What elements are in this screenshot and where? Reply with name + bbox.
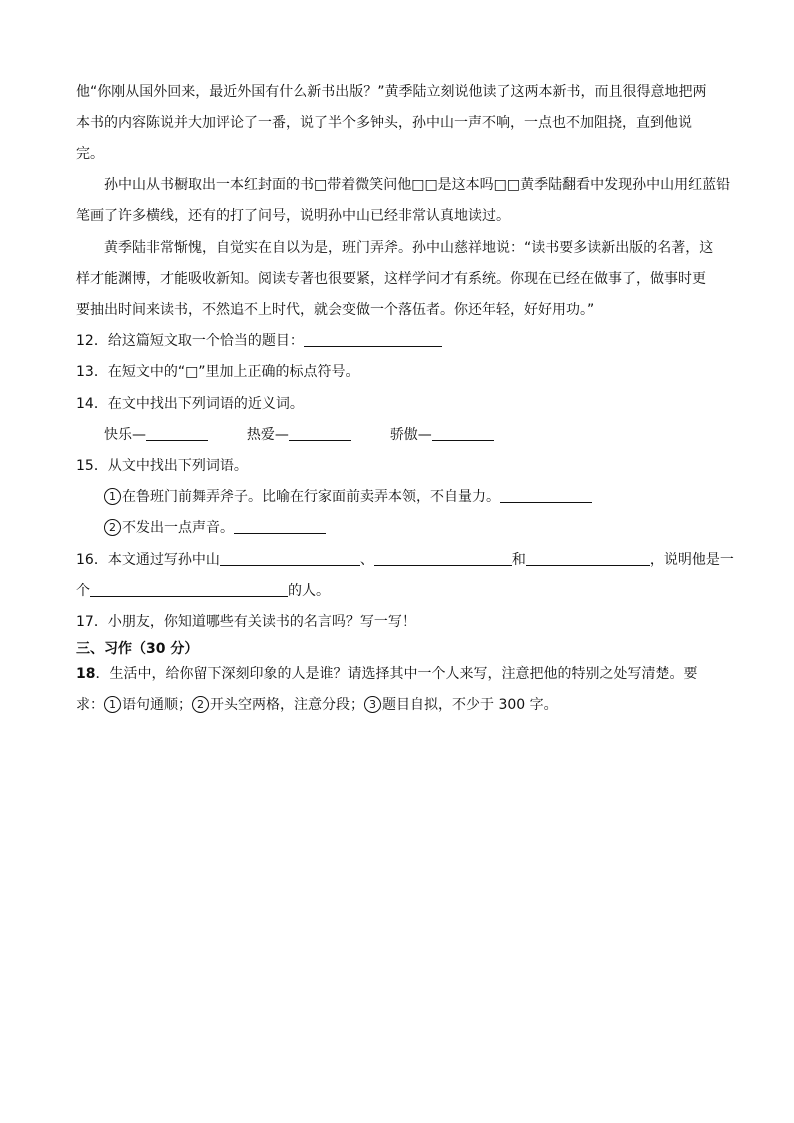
question-12 — [76, 331, 756, 351]
question-18-number: 18 — [76, 666, 96, 682]
synonym-item-1-label: 快乐— — [104, 427, 146, 443]
passage-p1-line1: 他“你刚从国外回来，最近外国有什么新书出版？”黄季陆立刻说他读了这两本新书，而且很得意地把两 — [76, 84, 707, 100]
question-16-separator-2: 和 — [511, 552, 526, 568]
passage-p3-line2: 样才能渊博，才能吸收新知。阅读专著也很要紧，这样学问才有系统。你现在已经在做事了，做事时更 — [76, 271, 706, 287]
question-18-line2 — [76, 695, 756, 715]
question-15-answer-blank-2[interactable] — [234, 519, 326, 534]
question-13: 13．在短文中的“□”里加上正确的标点符号。 — [76, 364, 360, 380]
question-17: 17．小朋友，你知道哪些有关读书的名言吗？写一写！ — [76, 614, 416, 630]
circled-number-2-icon: 2 — [104, 519, 121, 536]
passage-p3-line1: 黄季陆非常惭愧，自觉实在自以为是，班门弄斧。孙中山慈祥地说：“读书要多读新出版的名著，这 — [104, 240, 714, 256]
question-16-line2 — [76, 581, 756, 601]
question-14-items — [104, 425, 784, 445]
question-16-blank-3[interactable] — [526, 551, 650, 566]
question-15-item-1 — [104, 487, 784, 507]
question-18-line1 — [76, 664, 756, 684]
question-15-answer-blank-1[interactable] — [500, 488, 592, 503]
question-18-text: ．生活中，给你留下深刻印象的人是谁？请选择其中一个人来写，注意把他的特别之处写清楚。要 — [95, 666, 698, 682]
passage-p3-line3: 要抽出时间来读书，不然追不上时代，就会变做一个落伍者。你还年轻，好好用功。” — [76, 302, 595, 318]
question-16-suffix: ，说明他是一 — [649, 552, 734, 568]
section-3-heading: 三、习作（30 分） — [76, 641, 199, 657]
passage-p1-line3: 完。 — [76, 146, 104, 162]
circled-number-2-icon: 2 — [192, 696, 209, 713]
question-15-item-2-text: 不发出一点声音。 — [122, 520, 234, 536]
requirements-label: 求： — [76, 697, 104, 713]
circled-number-3-icon: 3 — [364, 696, 381, 713]
question-16-blank-2[interactable] — [374, 551, 512, 566]
circled-number-1-icon: 1 — [104, 696, 121, 713]
question-14: 14．在文中找出下列词语的近义词。 — [76, 396, 304, 412]
question-16-blank-1[interactable] — [220, 551, 360, 566]
question-15: 15．从文中找出下列词语。 — [76, 458, 248, 474]
passage-p1-line2: 本书的内容陈说并大加评论了一番，说了半个多钟头，孙中山一声不响，一点也不加阻挠，直到他说 — [76, 115, 692, 131]
question-16-blank-4[interactable] — [90, 582, 288, 597]
title-answer-blank[interactable] — [304, 332, 442, 347]
question-16-line2-prefix: 个 — [76, 583, 90, 599]
synonym-item-3-label: 骄傲— — [389, 427, 432, 443]
question-16-line2-suffix: 的人。 — [288, 583, 330, 599]
passage-p2-line1: 孙中山从书橱取出一本红封面的书□带着微笑问他□□是这本吗□□黄季陆翻看中发现孙中山用红蓝铅 — [104, 177, 731, 193]
question-16-line1 — [76, 550, 756, 570]
passage-p2-line2: 笔画了许多横线，还有的打了问号，说明孙中山已经非常认真地读过。 — [76, 208, 510, 224]
question-15-item-2 — [104, 518, 784, 538]
synonym-blank-3[interactable] — [432, 426, 494, 441]
requirement-3-text: 题目自拟，不少于 300 字。 — [382, 697, 558, 713]
requirement-2-text: 开头空两格，注意分段； — [210, 697, 364, 713]
synonym-blank-1[interactable] — [146, 426, 208, 441]
question-16-prefix: 16．本文通过写孙中山 — [76, 552, 220, 568]
requirement-1-text: 语句通顺； — [122, 697, 192, 713]
circled-number-1-icon: 1 — [104, 488, 121, 505]
synonym-item-2-label: 热爱— — [246, 427, 289, 443]
synonym-blank-2[interactable] — [289, 426, 351, 441]
question-12-text: 12．给这篇短文取一个恰当的题目： — [76, 333, 304, 349]
question-16-separator-1: 、 — [359, 552, 374, 568]
question-15-item-1-text: 在鲁班门前舞弄斧子。比喻在行家面前卖弄本领，不自量力。 — [122, 489, 500, 505]
